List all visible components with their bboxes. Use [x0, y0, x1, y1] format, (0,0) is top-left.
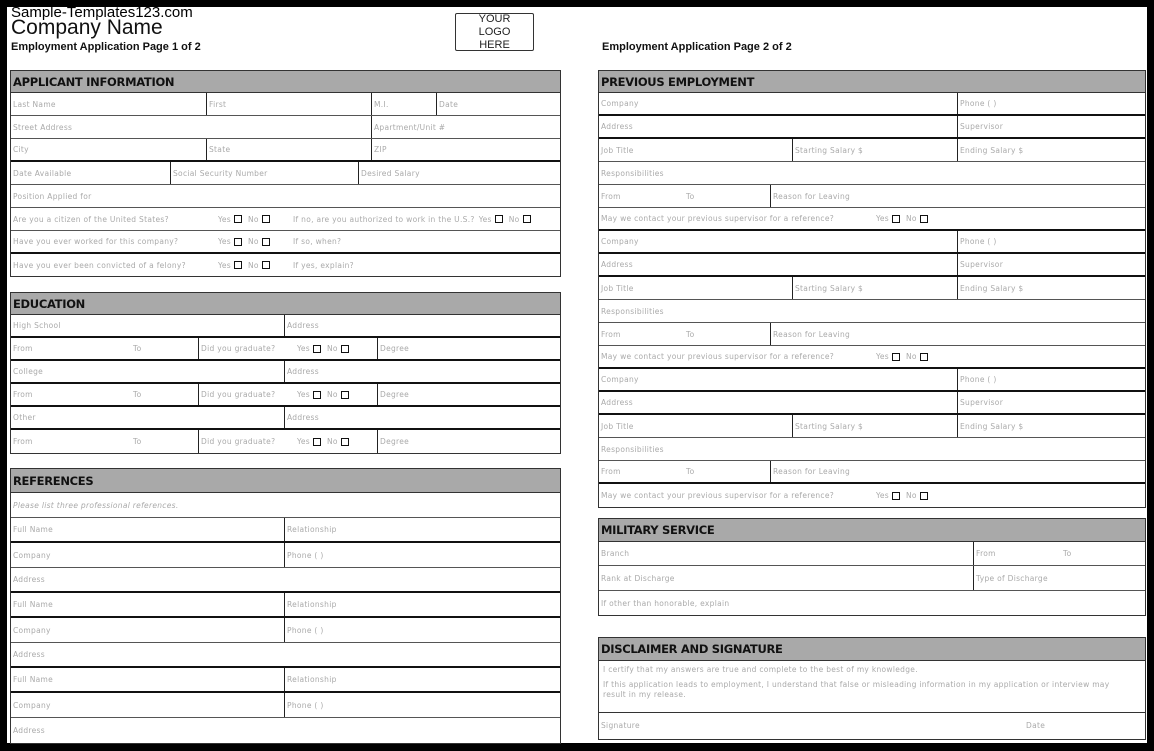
- section-heading: APPLICANT INFORMATION: [11, 71, 560, 93]
- citizen-yes-checkbox[interactable]: [234, 215, 242, 223]
- school-dates-row: [11, 384, 560, 407]
- employer-phone-field[interactable]: Phone ( ): [957, 369, 1145, 390]
- contact-row: [599, 208, 1145, 231]
- applicant-section: [10, 70, 561, 277]
- reference-address-field[interactable]: Address: [13, 726, 45, 735]
- graduate-yes-checkbox[interactable]: [313, 438, 321, 446]
- branch-row: [599, 542, 1145, 566]
- school-from-field[interactable]: From: [13, 344, 33, 353]
- worked-when-field[interactable]: If so, when?: [293, 237, 342, 246]
- job-title-row: [599, 139, 1145, 162]
- state-field[interactable]: State: [206, 139, 371, 160]
- yes-label: Yes: [218, 214, 232, 224]
- graduate-yes-checkbox[interactable]: [313, 391, 321, 399]
- school-from-field[interactable]: From: [13, 437, 33, 446]
- application-sheet: [7, 4, 1147, 743]
- references-note: Please list three professional references.: [13, 500, 179, 510]
- graduate-question: Did you graduate?: [198, 384, 295, 405]
- employer-phone-field[interactable]: Phone ( ): [957, 231, 1145, 252]
- reference-name-row: [11, 593, 560, 618]
- employment-to-field[interactable]: To: [686, 329, 695, 339]
- employment-to-field[interactable]: To: [686, 467, 695, 476]
- authorized-yes-checkbox[interactable]: [495, 215, 503, 223]
- school-to-field[interactable]: To: [133, 344, 142, 353]
- position-field[interactable]: Position Applied for: [13, 191, 92, 201]
- no-label: No: [248, 214, 259, 224]
- ending-salary-field[interactable]: Ending Salary $: [957, 415, 1145, 437]
- job-title-field[interactable]: Job Title: [601, 421, 634, 431]
- employer-address-row: [599, 254, 1145, 277]
- felony-explain-field[interactable]: If yes, explain?: [293, 260, 354, 270]
- responsibilities-row: [599, 162, 1145, 185]
- reference-address-row: [11, 718, 560, 743]
- logo-text: YOUR LOGO HERE: [478, 12, 511, 51]
- contact-no-checkbox[interactable]: [920, 353, 928, 361]
- rank-row: [599, 566, 1145, 591]
- reason-leaving-field[interactable]: Reason for Leaving: [770, 185, 1145, 207]
- yes-label: Yes: [297, 390, 311, 399]
- reference-relationship-field[interactable]: Relationship: [284, 668, 560, 691]
- contact-row: [599, 484, 1145, 507]
- felony-question: Have you ever been convicted of a felony?: [13, 260, 186, 270]
- degree-field[interactable]: Degree: [377, 338, 560, 359]
- yes-label: Yes: [297, 437, 311, 446]
- graduate-no-checkbox[interactable]: [341, 438, 349, 446]
- no-label: No: [248, 237, 259, 246]
- school-address-field[interactable]: Address: [284, 361, 560, 382]
- responsibilities-field[interactable]: Responsibilities: [601, 168, 664, 178]
- zip-field[interactable]: ZIP: [371, 139, 560, 160]
- discharge-type-field[interactable]: Type of Discharge: [973, 566, 1145, 590]
- employment-from-field[interactable]: From: [601, 467, 621, 476]
- reason-leaving-field[interactable]: Reason for Leaving: [770, 461, 1145, 482]
- yes-label: Yes: [478, 214, 492, 224]
- authorized-question: If no, are you authorized to work in the U.S.?: [293, 214, 475, 224]
- employer-address-row: [599, 116, 1145, 139]
- school-dates-row: [11, 430, 560, 453]
- authorized-no-checkbox[interactable]: [523, 215, 531, 223]
- citizen-no-checkbox[interactable]: [262, 215, 270, 223]
- school-to-field[interactable]: To: [133, 437, 142, 446]
- mi-field[interactable]: M.I.: [371, 93, 436, 115]
- felony-yes-checkbox[interactable]: [234, 261, 242, 269]
- contact-question: May we contact your previous supervisor for a reference?: [601, 352, 835, 361]
- section-heading: REFERENCES: [11, 469, 560, 493]
- employer-company-field[interactable]: Company: [601, 375, 639, 384]
- signature-field[interactable]: Signature: [601, 721, 640, 730]
- responsibilities-row: [599, 438, 1145, 461]
- reference-company-row: [11, 543, 560, 568]
- reference-phone-field[interactable]: Phone ( ): [284, 543, 560, 567]
- section-heading: DISCLAIMER AND SIGNATURE: [599, 638, 1145, 661]
- disclaimer-p1: I certify that my answers are true and complete to the best of my knowledge.: [603, 665, 918, 674]
- desired-salary-field[interactable]: Desired Salary: [358, 162, 560, 184]
- military-from-field[interactable]: From: [973, 542, 1061, 565]
- reference-relationship-field[interactable]: Relationship: [284, 593, 560, 616]
- rank-field[interactable]: Rank at Discharge: [601, 573, 675, 583]
- employer-company-field[interactable]: Company: [601, 99, 639, 108]
- page1-title: Employment Application Page 1 of 2: [11, 41, 201, 53]
- employer-address-field[interactable]: Address: [601, 398, 633, 407]
- date-available-field[interactable]: Date Available: [13, 168, 72, 178]
- signature-row: [599, 713, 1145, 738]
- employment-from-field[interactable]: From: [601, 191, 621, 201]
- watermark: Sample-Templates123.com: [11, 4, 193, 21]
- apt-field[interactable]: Apartment/Unit #: [371, 116, 560, 138]
- school-to-field[interactable]: To: [133, 390, 142, 399]
- military-section: [598, 518, 1146, 616]
- reference-company-field[interactable]: Company: [13, 625, 51, 635]
- job-title-row: [599, 415, 1145, 438]
- employer-address-field[interactable]: Address: [601, 260, 633, 269]
- reference-company-field[interactable]: Company: [13, 700, 51, 710]
- reference-name-row: [11, 668, 560, 693]
- felony-no-checkbox[interactable]: [262, 261, 270, 269]
- no-label: No: [906, 491, 917, 500]
- school-name-field[interactable]: College: [13, 367, 44, 376]
- school-row: [11, 361, 560, 384]
- reference-full-name-field[interactable]: Full Name: [13, 525, 54, 534]
- employer-company-row: [599, 93, 1145, 116]
- disclaimer-section: [598, 637, 1146, 740]
- worked-yes-checkbox[interactable]: [234, 238, 242, 246]
- graduate-yes-checkbox[interactable]: [313, 345, 321, 353]
- contact-no-checkbox[interactable]: [920, 492, 928, 500]
- address-row: [11, 116, 560, 139]
- no-label: No: [327, 437, 338, 446]
- signature-date-field[interactable]: Date: [1026, 721, 1046, 730]
- employment-dates-row: [599, 461, 1145, 484]
- degree-field[interactable]: Degree: [377, 384, 560, 405]
- no-label: No: [906, 214, 917, 223]
- employer-company-row: [599, 369, 1145, 392]
- job-title-row: [599, 277, 1145, 300]
- employment-dates-row: [599, 323, 1145, 346]
- disclaimer-p2: If this application leads to employment, I understand that false or misleading information in my application or interview may result in my release.: [603, 680, 1110, 699]
- reference-address-field[interactable]: Address: [13, 575, 45, 584]
- graduate-no-checkbox[interactable]: [341, 345, 349, 353]
- contact-yes-checkbox[interactable]: [892, 492, 900, 500]
- school-from-field[interactable]: From: [13, 390, 33, 399]
- contact-row: [599, 346, 1145, 369]
- school-name-field[interactable]: Other: [13, 413, 36, 422]
- section-heading: EDUCATION: [11, 293, 560, 315]
- contact-no-checkbox[interactable]: [920, 215, 928, 223]
- worked-question: Have you ever worked for this company?: [13, 237, 179, 246]
- yes-label: Yes: [218, 260, 232, 270]
- responsibilities-field[interactable]: Responsibilities: [601, 306, 664, 316]
- explain-row: [599, 591, 1145, 615]
- employment-dates-row: [599, 185, 1145, 208]
- street-field[interactable]: Street Address: [13, 122, 73, 132]
- no-label: No: [327, 344, 338, 353]
- reference-company-row: [11, 618, 560, 643]
- branch-field[interactable]: Branch: [601, 549, 630, 558]
- reference-company-row: [11, 693, 560, 718]
- yes-label: Yes: [297, 344, 311, 353]
- felony-row: [11, 254, 560, 276]
- yes-label: Yes: [876, 491, 890, 500]
- worked-no-checkbox[interactable]: [262, 238, 270, 246]
- reference-address-row: [11, 568, 560, 593]
- responsibilities-field[interactable]: Responsibilities: [601, 444, 664, 454]
- responsibilities-row: [599, 300, 1145, 323]
- reference-phone-field[interactable]: Phone ( ): [284, 693, 560, 717]
- citizen-question: Are you a citizen of the United States?: [13, 214, 169, 224]
- ending-salary-field[interactable]: Ending Salary $: [957, 139, 1145, 161]
- yes-label: Yes: [876, 352, 890, 361]
- graduate-question: Did you graduate?: [198, 338, 295, 359]
- military-to-field[interactable]: To: [1063, 549, 1072, 558]
- supervisor-field[interactable]: Supervisor: [957, 116, 1145, 137]
- supervisor-field[interactable]: Supervisor: [957, 392, 1145, 413]
- starting-salary-field[interactable]: Starting Salary $: [792, 415, 957, 437]
- discharge-explain-field[interactable]: If other than honorable, explain: [601, 598, 730, 608]
- logo-placeholder: [455, 13, 534, 51]
- city-row: [11, 139, 560, 162]
- starting-salary-field[interactable]: Starting Salary $: [792, 277, 957, 299]
- contact-question: May we contact your previous supervisor for a reference?: [601, 214, 835, 223]
- employer-company-field[interactable]: Company: [601, 237, 639, 246]
- first-name-field[interactable]: First: [206, 93, 371, 115]
- reference-phone-field[interactable]: Phone ( ): [284, 618, 560, 642]
- job-title-field[interactable]: Job Title: [601, 283, 634, 293]
- date-field[interactable]: Date: [436, 93, 560, 115]
- references-section: [10, 468, 561, 744]
- employment-to-field[interactable]: To: [686, 191, 695, 201]
- degree-field[interactable]: Degree: [377, 430, 560, 453]
- reference-name-row: [11, 518, 560, 543]
- graduate-no-checkbox[interactable]: [341, 391, 349, 399]
- employer-address-row: [599, 392, 1145, 415]
- employer-company-row: [599, 231, 1145, 254]
- school-name-field[interactable]: High School: [13, 321, 61, 330]
- reference-company-field[interactable]: Company: [13, 550, 51, 560]
- page2-title: Employment Application Page 2 of 2: [602, 41, 792, 53]
- school-row: [11, 407, 560, 430]
- education-section: [10, 292, 561, 454]
- name-row: [11, 93, 560, 116]
- ssn-field[interactable]: Social Security Number: [170, 162, 358, 184]
- job-title-field[interactable]: Job Title: [601, 145, 634, 155]
- no-label: No: [508, 214, 520, 224]
- city-field[interactable]: City: [13, 145, 29, 154]
- starting-salary-field[interactable]: Starting Salary $: [792, 139, 957, 161]
- graduate-question: Did you graduate?: [198, 430, 295, 453]
- disclaimer-text: [599, 661, 1145, 713]
- contact-yes-checkbox[interactable]: [892, 353, 900, 361]
- last-name-field[interactable]: Last Name: [13, 99, 56, 109]
- position-row: [11, 185, 560, 208]
- employer-phone-field[interactable]: Phone ( ): [957, 93, 1145, 114]
- yes-label: Yes: [218, 237, 232, 246]
- reference-full-name-field[interactable]: Full Name: [13, 675, 54, 684]
- no-label: No: [327, 390, 338, 399]
- school-dates-row: [11, 338, 560, 361]
- worked-row: [11, 231, 560, 254]
- availability-row: [11, 162, 560, 185]
- citizen-row: [11, 208, 560, 231]
- references-note-row: [11, 493, 560, 518]
- reason-leaving-field[interactable]: Reason for Leaving: [770, 323, 1145, 345]
- reference-full-name-field[interactable]: Full Name: [13, 600, 54, 609]
- no-label: No: [906, 352, 917, 361]
- previous-employment-section: [598, 70, 1146, 508]
- company-name: Company Name: [11, 16, 163, 39]
- contact-question: May we contact your previous supervisor for a reference?: [601, 491, 835, 500]
- reference-address-row: [11, 643, 560, 668]
- school-row: [11, 315, 560, 338]
- no-label: No: [248, 260, 259, 270]
- section-heading: MILITARY SERVICE: [599, 519, 1145, 542]
- ending-salary-field[interactable]: Ending Salary $: [957, 277, 1145, 299]
- school-address-field[interactable]: Address: [284, 407, 560, 428]
- supervisor-field[interactable]: Supervisor: [957, 254, 1145, 275]
- reference-address-field[interactable]: Address: [13, 650, 45, 659]
- employment-from-field[interactable]: From: [601, 329, 621, 339]
- employer-address-field[interactable]: Address: [601, 122, 633, 131]
- school-address-field[interactable]: Address: [284, 315, 560, 336]
- contact-yes-checkbox[interactable]: [892, 215, 900, 223]
- yes-label: Yes: [876, 214, 890, 223]
- reference-relationship-field[interactable]: Relationship: [284, 518, 560, 541]
- section-heading: PREVIOUS EMPLOYMENT: [599, 71, 1145, 93]
